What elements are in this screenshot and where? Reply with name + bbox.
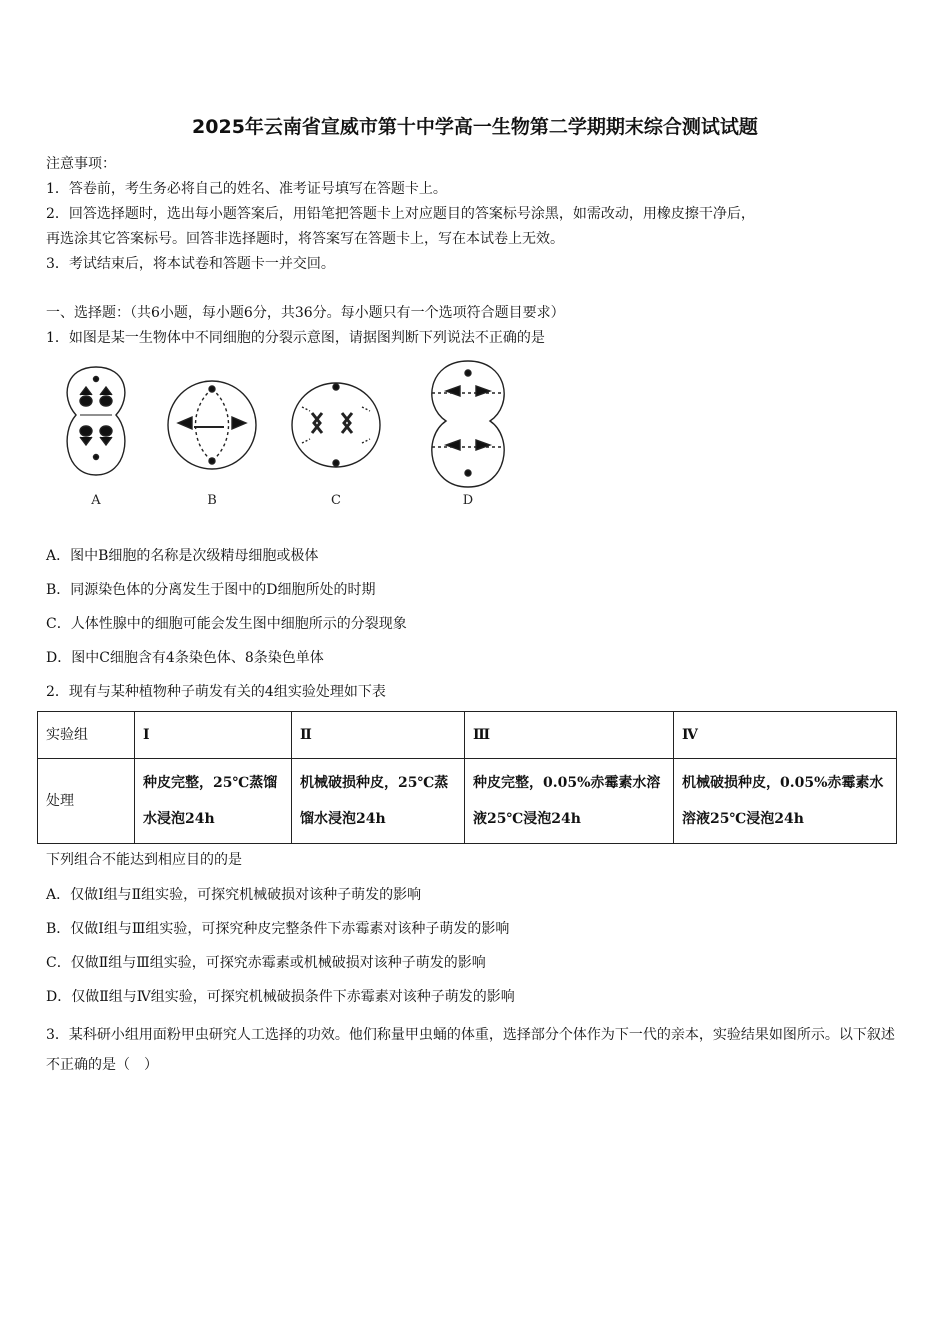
table-header-cell: Ⅰ <box>135 712 292 759</box>
q2-option-d: D．仅做Ⅱ组与Ⅳ组实验，可探究机械破损条件下赤霉素对该种子萌发的影响 <box>46 989 515 1005</box>
notice-item: 再选涂其它答案标号。回答非选择题时，将答案写在答题卡上，写在本试卷上无效。 <box>46 231 564 247</box>
q2-option-a: A．仅做Ⅰ组与Ⅱ组实验，可探究机械破损对该种子萌发的影响 <box>46 887 422 903</box>
table-cell: 机械破损种皮，0.05%赤霉素水溶液25℃浸泡24h <box>674 759 897 844</box>
q2-after-table: 下列组合不能达到相应目的的是 <box>46 852 242 868</box>
cell-c-diagram <box>292 383 380 467</box>
table-header-cell: Ⅳ <box>674 712 897 759</box>
table-header-cell: Ⅱ <box>292 712 465 759</box>
q1-option-b: B．同源染色体的分离发生于图中的D细胞所处的时期 <box>46 582 376 598</box>
table-row <box>38 759 897 844</box>
q2-option-c: C．仅做Ⅱ组与Ⅲ组实验，可探究赤霉素或机械破损对该种子萌发的影响 <box>46 955 486 971</box>
notice-item: 3．考试结束后，将本试卷和答题卡一并交回。 <box>46 256 335 272</box>
figure-label-c: C <box>331 493 341 508</box>
notice-heading: 注意事项： <box>46 156 116 172</box>
question-2-stem: 2．现有与某种植物种子萌发有关的4组实验处理如下表 <box>46 684 386 700</box>
q2-option-b: B．仅做Ⅰ组与Ⅲ组实验，可探究种皮完整条件下赤霉素对该种子萌发的影响 <box>46 921 510 937</box>
table-row-label: 处理 <box>38 759 135 844</box>
cell-d-diagram <box>432 361 504 487</box>
experiment-table <box>37 711 897 844</box>
section-heading: 一、选择题：（共6小题，每小题6分，共36分。每小题只有一个选项符合题目要求） <box>46 305 565 321</box>
question-3-stem: 3．某科研小组用面粉甲虫研究人工选择的功效。他们称量甲虫蛹的体重，选择部分个体作为下一代的亲本，实验结果如图所示。以下叙述不正确的是（ ） <box>46 1027 895 1073</box>
figure-label-d: D <box>462 493 474 508</box>
table-header-cell: 实验组 <box>38 712 135 759</box>
q1-option-d: D．图中C细胞含有4条染色体、8条染色单体 <box>46 650 324 666</box>
table-header-row <box>38 712 897 759</box>
page-title: 2025年云南省宣威市第十中学高一生物第二学期期末综合测试试题 <box>192 116 758 138</box>
cell-a-diagram <box>67 367 125 475</box>
q1-option-a: A．图中B细胞的名称是次级精母细胞或极体 <box>46 548 319 564</box>
q1-option-c: C．人体性腺中的细胞可能会发生图中细胞所示的分裂现象 <box>46 616 407 632</box>
notice-item: 1．答卷前，考生务必将自己的姓名、准考证号填写在答题卡上。 <box>46 181 447 197</box>
table-cell: 种皮完整，0.05%赤霉素水溶液25℃浸泡24h <box>465 759 674 844</box>
table-cell: 种皮完整，25℃蒸馏水浸泡24h <box>135 759 292 844</box>
notice-item: 2．回答选择题时，选出每小题答案后，用铅笔把答题卡上对应题目的答案标号涂黑，如需改动，用橡皮擦干净后， <box>46 206 755 222</box>
table-header-cell: Ⅲ <box>465 712 674 759</box>
cell-b-diagram <box>168 381 256 469</box>
cell-division-figure <box>50 357 530 517</box>
figure-label-a: A <box>91 493 101 508</box>
figure-label-b: B <box>207 493 217 508</box>
table-cell: 机械破损种皮，25℃蒸馏水浸泡24h <box>292 759 465 844</box>
question-1-stem: 1．如图是某一生物体中不同细胞的分裂示意图，请据图判断下列说法不正确的是 <box>46 330 545 346</box>
